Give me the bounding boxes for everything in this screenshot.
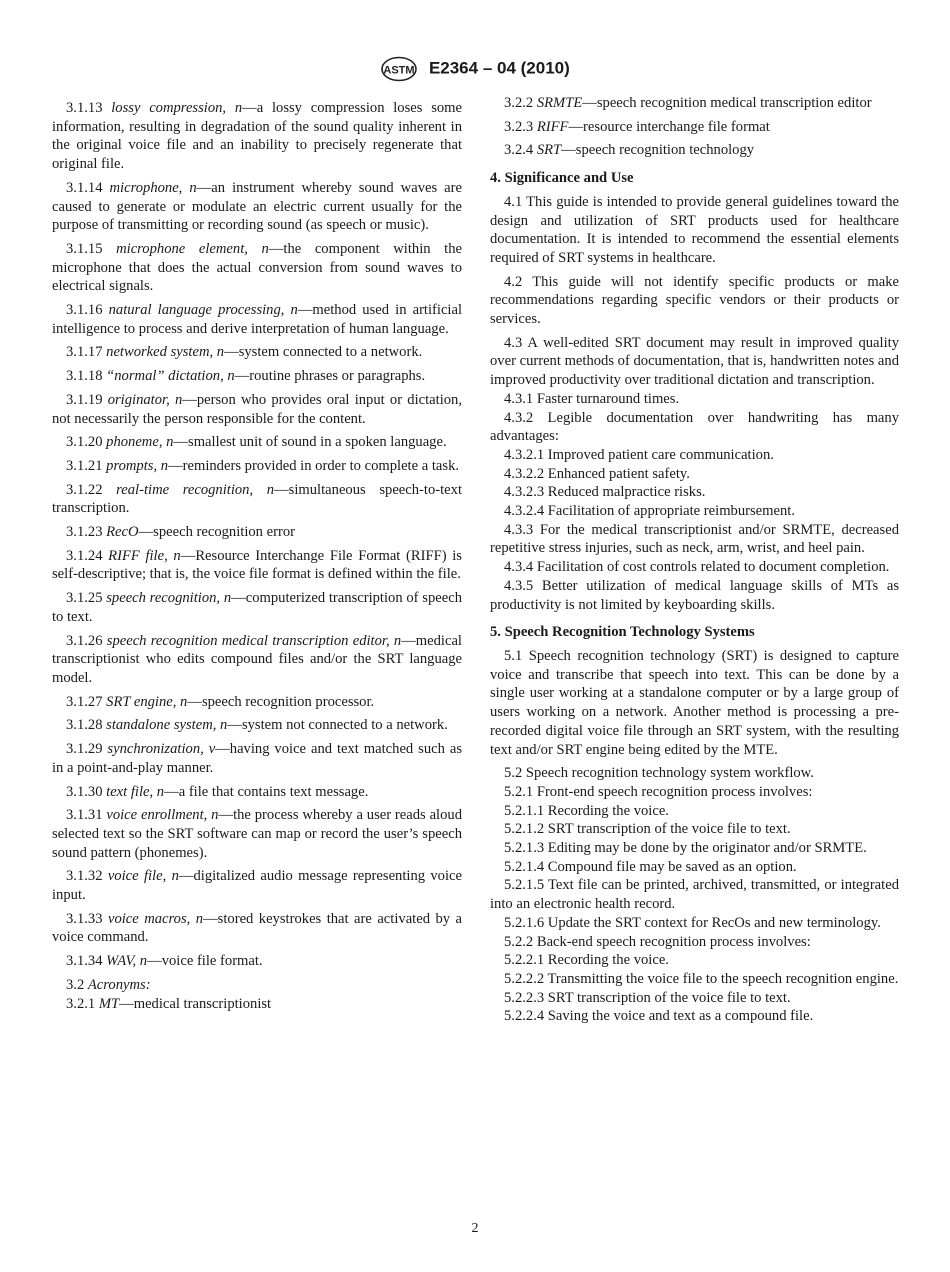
clause-number: 3.1.20: [66, 434, 107, 451]
paragraph: 5.2.2.3 SRT transcription of the voice file to text.: [504, 989, 791, 1006]
definition-text: —medical transcriptionist who edits compound files and/or the SRT language model.: [52, 632, 462, 686]
defined-term: phoneme, n: [106, 434, 174, 451]
defined-term: voice macros, n: [107, 910, 204, 927]
paragraph: 4.3.3 For the medical transcriptionist and/or SRMTE, decreased repetitive stress injuries, such as neck, arm, wrist, and heel pain.: [490, 521, 899, 557]
defined-term: microphone, n: [109, 179, 197, 196]
definition-text: —speech recognition technology: [561, 142, 755, 159]
definition-text: —digitalized audio message representing voice input.: [52, 868, 462, 904]
defined-term: WAV, n: [106, 953, 148, 970]
paragraph: 4.3.1 Faster turnaround times.: [504, 390, 680, 407]
clause-number: 3.1.15: [66, 240, 117, 257]
clause-number: 3.1.28: [66, 717, 107, 734]
defined-term: RIFF file, n: [108, 547, 181, 564]
definition-entry: [52, 716, 462, 735]
clause-number: 3.1.17: [66, 344, 107, 361]
paragraph: 5.2.1.5 Text file can be printed, archived, transmitted, or integrated into an electronic health record.: [490, 877, 899, 913]
paragraph: 5.1 Speech recognition technology (SRT) is designed to capture voice and transcribe that speech into text. This can be done by a single user working at a standalone computer or by a large group of users working on a network. Another method is processing a pre-recorded digital voice file through an SRT system, with the resulting text and/or SRT engine being edited by the MTE.: [490, 647, 899, 758]
definition-text: —a lossy compression loses some information, resulting in degradation of the sound quality inherent in the original voice file and an inability to precisely regenerate that original file.: [52, 100, 463, 173]
right-column: [490, 94, 899, 1026]
paragraph: 5.2 Speech recognition technology system workflow.: [504, 765, 814, 782]
defined-term: synchronization, v: [107, 741, 216, 758]
definition-text: —computerized transcription of speech to text.: [52, 590, 462, 625]
defined-term: RecO: [106, 524, 139, 541]
definition-entry: [52, 433, 462, 452]
clause-number: 3.2.2: [504, 95, 537, 111]
definition-text: —a file that contains text message.: [164, 783, 369, 800]
defined-term: lossy compression, n: [111, 100, 243, 116]
definition-entry: [52, 343, 462, 362]
defined-term: speech recognition medical transcription editor, n: [106, 632, 402, 649]
definition-entry: [490, 118, 899, 137]
paragraph: 4.3.2.2 Enhanced patient safety.: [504, 465, 690, 482]
clause-number: 3.1.27: [66, 693, 107, 710]
definition-text: —voice file format.: [147, 953, 263, 970]
definition-entry: [52, 806, 462, 862]
definition-text: —system connected to a network.: [224, 344, 423, 361]
definition-entry: [52, 179, 462, 235]
clause-number: 3.1.23: [66, 524, 107, 541]
definition-text: —person who provides oral input or dictation, not necessarily the person responsible for the content.: [52, 391, 463, 427]
definition-text: —an instrument whereby sound waves are caused to generate or modulate an electric current usually for the purpose of transmitting or recording sound (as speech or music).: [52, 179, 462, 234]
clause-number: 3.1.34: [66, 953, 107, 970]
left-column: [52, 94, 462, 1013]
clause-number: 3.1.13: [66, 100, 112, 116]
defined-term: real-time recognition, n: [116, 481, 275, 498]
clause-number: 3.1.32: [66, 868, 108, 885]
paragraph: 4.3.4 Facilitation of cost controls related to document completion.: [504, 559, 890, 576]
definition-text: —reminders provided in order to complete a task.: [168, 457, 460, 474]
clause-number: 3.2.3: [504, 118, 537, 135]
page-number: 2: [471, 1221, 479, 1236]
definition-entry: [52, 547, 462, 584]
paragraph: 4.3.2.3 Reduced malpractice risks.: [504, 484, 706, 501]
defined-term: prompts, n: [106, 457, 169, 474]
defined-term: SRMTE: [536, 95, 583, 111]
definition-text: —the process whereby a user reads aloud selected text so the SRT software can map or record the user’s speech sound pattern (phonemes).: [52, 807, 462, 861]
definition-entry: [490, 141, 899, 160]
definition-text: —system not connected to a network.: [227, 717, 448, 734]
defined-term: natural language processing, n: [108, 302, 298, 319]
definition-entry: [52, 391, 462, 428]
definition-entry: [52, 481, 462, 518]
page-header: [0, 56, 950, 82]
paragraph: 4.3.5 Better utilization of medical language skills of MTs as productivity is not limited by keyboarding skills.: [490, 577, 899, 613]
paragraph: 5.2.2 Back-end speech recognition process involves:: [504, 933, 811, 950]
defined-term: standalone system, n: [106, 717, 228, 734]
document-id: E2364 – 04 (2010): [428, 58, 570, 78]
paragraph: 5.2.1.6 Update the SRT context for RecOs and new terminology.: [504, 914, 881, 931]
definition-text: —smallest unit of sound in a spoken language.: [173, 434, 447, 451]
definition-entry: [52, 632, 462, 688]
definition-text: —medical transcriptionist: [119, 995, 272, 1012]
defined-term: SRT: [536, 142, 562, 159]
paragraph: 4.3.2.4 Facilitation of appropriate reimbursement.: [504, 503, 795, 520]
defined-term: originator, n: [107, 391, 183, 408]
clause-number: 3.1.16: [66, 302, 109, 319]
defined-term: voice file, n: [107, 868, 179, 885]
clause-number: 3.1.19: [66, 391, 108, 408]
definition-entry: [52, 301, 462, 338]
defined-term: networked system, n: [106, 344, 225, 361]
defined-term: text file, n: [106, 783, 165, 800]
definition-entry: [52, 976, 462, 995]
clause-number: 3.1.18: [66, 368, 107, 385]
clause-number: 3.1.33: [66, 910, 108, 927]
definition-text: —Resource Interchange File Format (RIFF) is self-descriptive; that is, the voice file format is defined within the file.: [52, 547, 462, 583]
paragraph: 5.2.1.1 Recording the voice.: [504, 802, 669, 819]
defined-term: “normal” dictation, n: [106, 368, 235, 385]
clause-number: 3.1.29: [66, 741, 108, 758]
clause-number: 3.1.21: [66, 457, 107, 474]
clause-number: 3.2.4: [504, 142, 537, 159]
section-heading: 4. Significance and Use: [490, 170, 634, 187]
paragraph: 4.3.2.1 Improved patient care communication.: [504, 446, 774, 463]
paragraph: 4.1 This guide is intended to provide general guidelines toward the design and utilization of SRT products used for healthcare documentation. It is intended to recommend the essential elements required of SRT systems in healthcare.: [490, 193, 899, 266]
defined-term: voice enrollment, n: [106, 807, 219, 824]
astm-logo: [380, 56, 418, 82]
definition-entry: [490, 94, 899, 113]
clause-number: 3.2: [66, 976, 88, 993]
paragraph: 4.3 A well-edited SRT document may result in improved quality over current methods of documentation, that is, handwritten notes and improved productivity over traditional dictation and transcription.: [490, 334, 899, 389]
definition-entry: [52, 589, 462, 626]
definition-entry: [52, 783, 462, 802]
definition-entry: [52, 952, 462, 971]
definition-text: —routine phrases or paragraphs.: [234, 368, 426, 385]
paragraph: 5.2.1.2 SRT transcription of the voice file to text.: [504, 821, 791, 838]
definition-entry: [52, 995, 462, 1014]
definition-text: —speech recognition processor.: [187, 693, 375, 710]
definition-text: —stored keystrokes that are activated by a voice command.: [52, 910, 463, 946]
definition-entry: [52, 367, 462, 386]
definition-entry: [52, 867, 462, 904]
defined-term: RIFF: [536, 118, 569, 135]
definition-entry: [52, 240, 462, 296]
section-heading: 5. Speech Recognition Technology Systems: [490, 624, 755, 641]
defined-term: microphone element, n: [116, 240, 269, 257]
definition-text: —method used in artificial intelligence to process and derive interpretation of human language.: [52, 302, 463, 337]
definition-entry: [52, 693, 462, 712]
definition-text: —resource interchange file format: [568, 118, 770, 135]
clause-number: 3.1.22: [66, 481, 117, 498]
definition-text: —speech recognition error: [138, 524, 295, 541]
paragraph: 5.2.2.1 Recording the voice.: [504, 952, 669, 969]
definition-text: —speech recognition medical transcription editor: [582, 95, 872, 111]
defined-term: MT: [98, 995, 120, 1012]
clause-number: 3.1.25: [66, 590, 107, 607]
clause-number: 3.1.30: [66, 783, 107, 800]
defined-term: SRT engine, n: [106, 693, 188, 710]
clause-number: 3.1.26: [66, 632, 107, 649]
clause-number: 3.1.31: [66, 807, 107, 824]
definition-entry: [52, 523, 462, 542]
paragraph: 4.2 This guide will not identify specific products or make recommendations regarding specific vendors or their products or services.: [490, 273, 899, 328]
clause-number: 3.1.24: [66, 547, 109, 564]
paragraph: 5.2.2.4 Saving the voice and text as a compound file.: [504, 1008, 814, 1025]
definition-entry: [52, 99, 462, 174]
definition-entry: [52, 740, 462, 777]
clause-number: 3.2.1: [66, 995, 99, 1012]
paragraph: 5.2.1.3 Editing may be done by the originator and/or SRMTE.: [504, 840, 867, 857]
definition-text: —the component within the microphone that does the actual conversion from sound waves to electrical signals.: [52, 240, 462, 295]
paragraph: 5.2.1 Front-end speech recognition process involves:: [504, 783, 813, 800]
definition-entry: [52, 910, 462, 947]
defined-term: speech recognition, n: [106, 590, 232, 607]
definition-entry: [52, 457, 462, 476]
clause-number: 3.1.14: [66, 179, 110, 196]
definition-text: —simultaneous speech-to-text transcription.: [52, 481, 462, 517]
paragraph: 4.3.2 Legible documentation over handwriting has many advantages:: [490, 409, 899, 445]
paragraph: 5.2.2.2 Transmitting the voice file to the speech recognition engine.: [504, 970, 899, 987]
defined-term: Acronyms:: [87, 976, 151, 993]
svg-text:ASTM: ASTM: [383, 64, 415, 77]
paragraph: 5.2.1.4 Compound file may be saved as an option.: [504, 858, 797, 875]
definition-text: —having voice and text matched such as in a point-and-play manner.: [52, 741, 462, 776]
